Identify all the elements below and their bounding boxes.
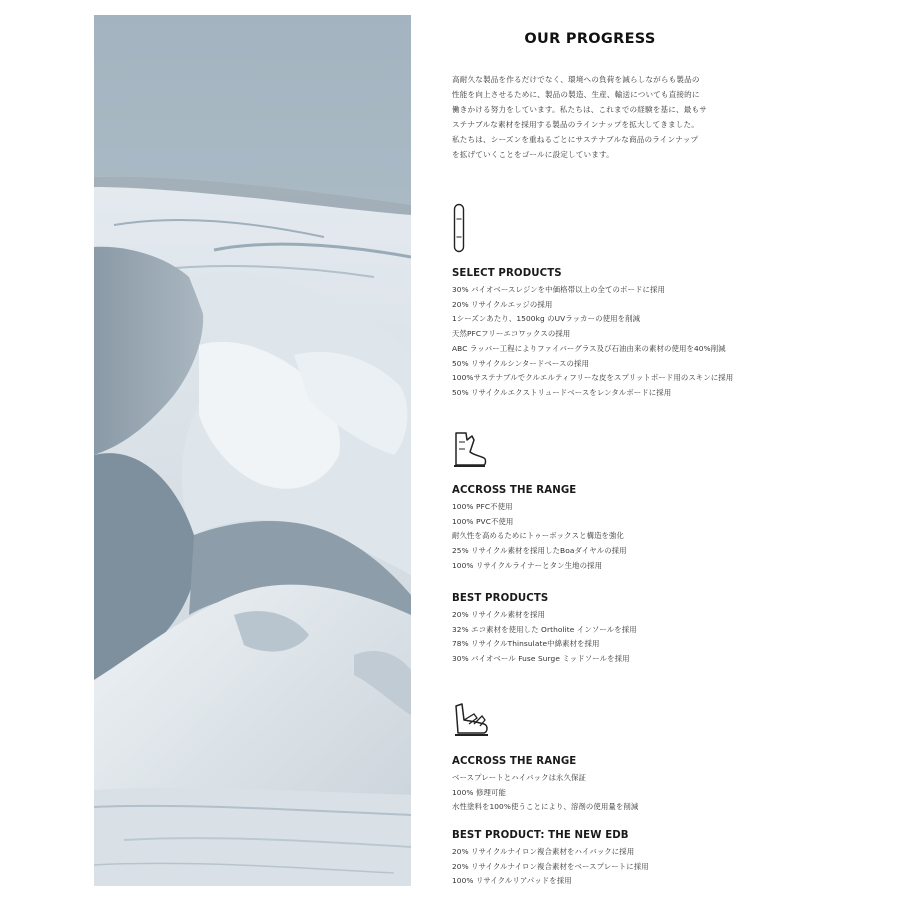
list-item: 耐久性を高めるためにトゥーボックスと構造を強化 [452, 531, 625, 541]
list-item: 100% PFC不使用 [452, 502, 513, 511]
intro-paragraph [452, 72, 742, 162]
list-item: 32% エコ素材を使用した Ortholite インソールを採用 [452, 624, 637, 634]
intro-line: 高耐久な製品を作るだけでなく、環境への負荷を減らしながらも製品の [452, 75, 700, 84]
page-title: OUR PROGRESS [524, 31, 656, 47]
list-item: 50% リサイクルシンタードベースの採用 [452, 358, 589, 368]
list-item: 100% リサイクルライナーとタン生地の採用 [452, 560, 603, 570]
list-item: 78% リサイクルThinsulate中綿素材を採用 [452, 639, 600, 649]
new-edb-list [452, 845, 649, 889]
list-item: 1シーズンあたり、1500kg のUVラッカーの使用を削減 [452, 314, 641, 324]
list-item: 天然PFCフリーエコワックスの採用 [452, 329, 571, 339]
list-item: 30% バイオベール Fuse Surge ミッドソールを採用 [452, 654, 630, 664]
list-item: 20% リサイクルナイロン複合素材をベースプレートに採用 [452, 861, 649, 871]
select-products-list [452, 283, 733, 401]
list-item: 50% リサイクルエクストリュードベースをレンタルボードに採用 [452, 387, 672, 397]
snow-cornice-photo [94, 15, 411, 886]
list-item: 100% 修理可能 [452, 787, 506, 797]
list-item: 25% リサイクル素材を採用したBoaダイヤルの採用 [452, 546, 627, 556]
list-item: ベースプレートとハイバックは永久保証 [452, 773, 587, 782]
list-item: 100% リサイクルリアパッドを採用 [452, 876, 572, 886]
list-item: 水性塗料を100%使うことにより、溶剤の使用量を削減 [452, 802, 639, 812]
best-products-list [452, 608, 637, 667]
section-heading-boots-range: ACCROSS THE RANGE [452, 485, 577, 496]
boots-range-list [452, 500, 627, 574]
list-item: 20% リサイクルエッジの採用 [452, 299, 553, 309]
section-heading-best-products: BEST PRODUCTS [452, 593, 549, 604]
section-heading-bindings-range: ACCROSS THE RANGE [452, 756, 577, 767]
boot-icon [450, 430, 488, 470]
intro-line: ステナブルな素材を採用する製品のラインナップを拡大してきました。 [452, 120, 699, 129]
list-item: 30% バイオベースレジンを中価格帯以上の全てのボードに採用 [452, 285, 665, 294]
list-item: 20% リサイクル素材を採用 [452, 610, 546, 619]
list-item: 100%サステナブルでクルエルティフリーな皮をスプリットボード用のスキンに採用 [452, 373, 734, 383]
intro-line: 働きかける努力をしています。私たちは、これまでの経験を基に、最もサ [452, 105, 707, 114]
snowboard-icon [451, 203, 467, 253]
intro-line: 性能を向上させるために、製品の製造、生産、輸送についても直接的に [452, 90, 700, 99]
list-item: ABC ラッバー工程によりファイバーグラス及び石油由来の素材の使用を40%削減 [452, 343, 726, 353]
intro-line: 私たちは、シーズンを重ねるごとにサステナブルな商品のラインナップ [452, 135, 699, 144]
intro-line: を拡げていくことをゴールに設定しています。 [452, 150, 614, 159]
bindings-range-list [452, 771, 638, 815]
section-heading-new-edb: BEST PRODUCT: THE NEW EDB [452, 830, 629, 841]
section-heading-select-products: SELECT PRODUCTS [452, 268, 562, 279]
list-item: 100% PVC不使用 [452, 516, 514, 526]
list-item: 20% リサイクルナイロン複合素材をハイバックに採用 [452, 847, 635, 856]
binding-icon [450, 702, 492, 740]
